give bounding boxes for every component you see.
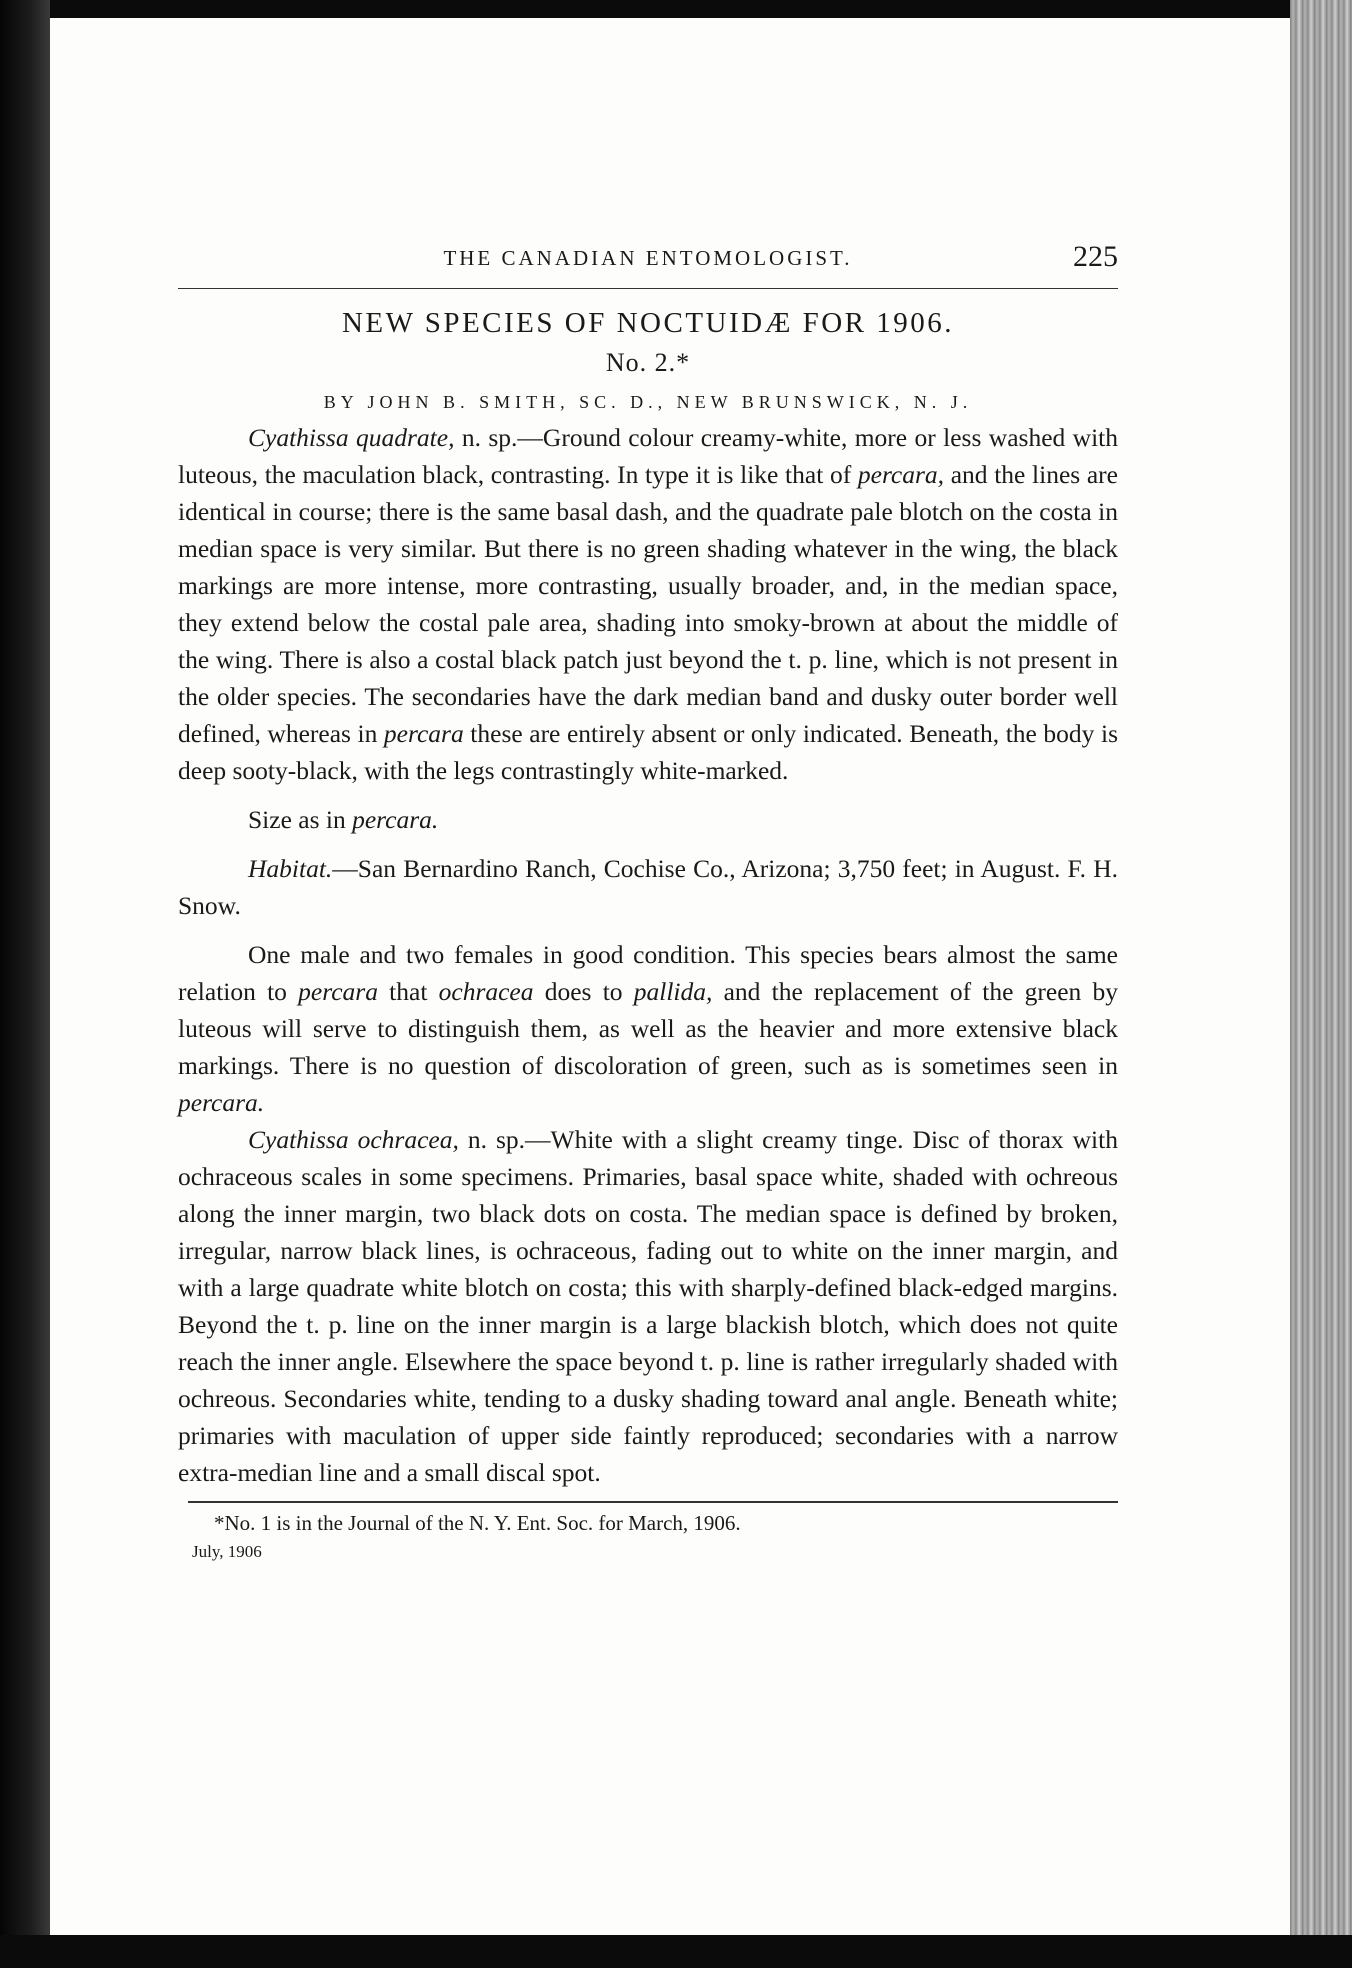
article-byline: BY JOHN B. SMITH, SC. D., NEW BRUNSWICK, N. J. [323,392,973,412]
scan-left-edge [0,0,50,1968]
paragraph-quadrate-description [178,419,1118,789]
species-name: Cyathissa quadrate, [248,423,455,452]
species-reference: percara [298,977,378,1006]
habitat-label: Habitat. [248,854,333,883]
scan-right-page-edges [1290,0,1352,1968]
paragraph-text: does to [533,977,634,1006]
journal-title: THE CANADIAN ENTOMOLOGIST. [443,246,853,270]
article-body [178,419,1118,1491]
article-title: NEW SPECIES OF NOCTUIDÆ FOR 1906. [341,307,955,339]
article-number: No. 2.* [605,348,691,377]
species-reference: percara. [352,805,439,834]
species-reference: percara [383,719,464,748]
page-content [178,238,1118,1562]
paragraph-text: One male and two females in good condition. This species bears almost the same relation to [178,940,1118,1006]
species-reference: ochracea [438,977,534,1006]
signature-mark: July, 1906 [192,1542,262,1561]
paragraph-text: and the lines are identical in course; there is the same basal dash, and the quadrate pale blotch on the costa in median space is very similar. But there is no green shading whatever in the wing, the black markings are more intense, more contrasting, usually broader, and, in the median space, they extend below the costal pale area, shading into smoky-brown at about the middle of the wing. There is also a costal black patch just beyond the t. p. line, which is not present in the older species. The secondaries have the dark median band and dusky outer border well defined, whereas in [178,460,1118,748]
paragraph-text: Size as in [248,805,353,834]
species-name: Cyathissa ochracea, [248,1125,459,1154]
paragraph-text: these are entirely absent or only indicated. Beneath, the body is deep sooty-black, with the legs contrastingly white-marked. [178,719,1118,785]
footnote-rule [188,1501,1118,1503]
header-rule [178,288,1118,289]
paragraph-specimens [178,936,1118,1121]
paragraph-text: n. sp.—Ground colour creamy-white, more or less washed with luteous, the maculation black, contrasting. In type it is like that of [178,423,1118,489]
paragraph-ochracea-description [178,1121,1118,1491]
paragraph-habitat [178,850,1118,924]
scan-bottom-edge [0,1935,1352,1968]
species-reference: percara, [857,460,945,489]
book-page [50,18,1290,1935]
paragraph-size [178,801,1118,838]
paragraph-text: n. sp.—White with a slight creamy tinge. Disc of thorax with ochraceous scales in some specimens. Primaries, basal space white, shaded with ochreous along the inner margin, two black dots on costa. The median space is defined by broken, irregular, narrow black lines, is ochraceous, fading out to white on the inner margin, and with a large quadrate white blotch on costa; this with sharply-defined black-edged margins. Beyond the t. p. line on the inner margin is a large blackish blotch, which does not quite reach the inner angle. Elsewhere the space beyond t. p. line is rather irregularly shaded with ochreous. Secondaries white, tending to a dusky shading toward anal angle. Beneath white; primaries with maculation of upper side faintly reproduced; secondaries with a narrow extra-median line and a small discal spot. [178,1125,1118,1487]
running-head [178,238,1118,278]
footnote: *No. 1 is in the Journal of the N. Y. Ent. Soc. for March, 1906. [214,1511,741,1535]
paragraph-text: and the replacement of the green by luteous will serve to distinguish them, as well as the heavier and more extensive black markings. There is no question of discoloration of green, such as is sometimes seen in [178,977,1118,1080]
species-reference: percara. [178,1088,265,1117]
species-reference: pallida, [633,977,713,1006]
page-number: 225 [1073,240,1118,273]
paragraph-text: —San Bernardino Ranch, Cochise Co., Arizona; 3,750 feet; in August. F. H. Snow. [178,854,1118,920]
paragraph-text: that [377,977,439,1006]
